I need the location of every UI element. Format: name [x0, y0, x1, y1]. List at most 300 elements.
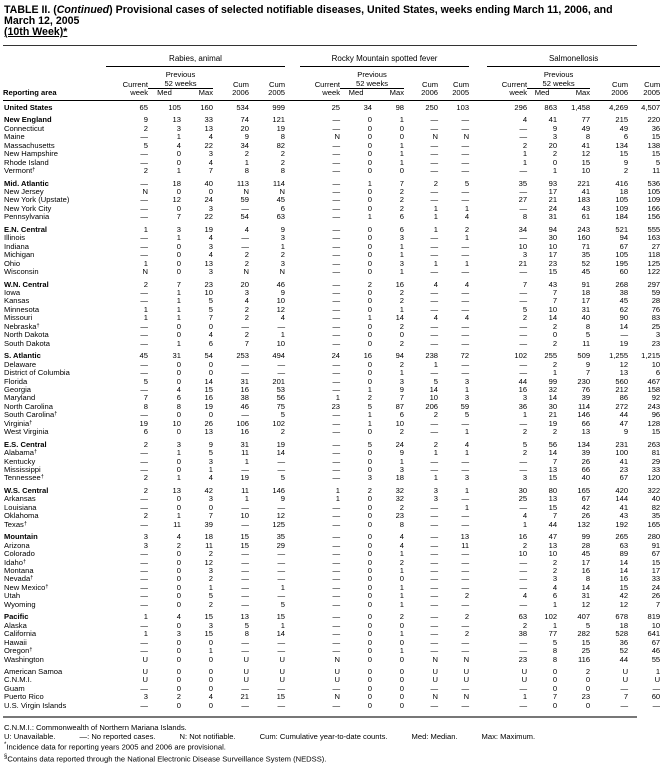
area-name: Wyoming [4, 599, 36, 609]
table-cell: — [430, 637, 439, 647]
column-spacer [285, 260, 300, 268]
table-cell: 4 [244, 224, 249, 234]
table-cell: — [277, 549, 286, 559]
subheader-row [3, 67, 660, 89]
table-cell: 75 [276, 401, 286, 411]
table-cell: — [519, 368, 528, 378]
table-cell: 8 [585, 574, 591, 584]
table-cell: 4,507 [641, 102, 660, 112]
table-cell: — [332, 203, 341, 213]
column-spacer [469, 449, 487, 457]
table-cell: 0 [367, 700, 373, 710]
col-2006: 2006 [590, 89, 628, 100]
table-cell: 86 [619, 393, 629, 403]
table-cell: 125 [647, 258, 660, 268]
table-cell: 14 [581, 582, 591, 592]
table-cell: 494 [272, 351, 286, 361]
table-cell: — [332, 465, 341, 475]
table-cell: 999 [272, 102, 286, 112]
table-cell: 0 [367, 338, 373, 348]
table-cell: 3 [143, 532, 148, 542]
table-cell: N [432, 692, 439, 702]
table-cell: 2 [280, 250, 286, 260]
table-cell: 0 [367, 376, 373, 386]
table-cell: 265 [615, 532, 629, 542]
table-cell: 33 [204, 115, 213, 125]
area-name: Colorado [4, 549, 35, 559]
table-cell: — [332, 279, 341, 289]
table-cell: — [332, 178, 341, 188]
table-cell: 5 [464, 410, 470, 420]
column-spacer [285, 222, 300, 234]
column-spacer [469, 378, 487, 386]
table-cell: 0 [176, 330, 181, 340]
column-spacer [285, 630, 300, 638]
table-cell: 183 [577, 195, 591, 205]
table-cell: 6 [623, 132, 629, 142]
table-cell: 6 [143, 427, 148, 437]
table-cell: 10 [548, 304, 558, 314]
column-spacer [469, 100, 487, 112]
table-cell: 156 [647, 212, 660, 222]
table-cell: 4 [208, 473, 213, 483]
table-cell: 3 [464, 473, 470, 483]
column-spacer [469, 323, 487, 331]
area-name: Tennessee [4, 473, 41, 483]
table-cell: U [463, 667, 470, 676]
table-cell: 74 [240, 115, 249, 125]
table-cell: — [332, 456, 341, 466]
table-cell: 2 [522, 540, 528, 550]
table-cell: 44 [518, 376, 528, 386]
table-cell: 19 [548, 418, 558, 428]
column-spacer [285, 411, 300, 419]
table-cell: 0 [176, 591, 181, 601]
table-cell: 0 [585, 683, 591, 693]
table-cell: 116 [577, 654, 591, 664]
col-reporting-area: Reporting area [3, 89, 106, 100]
table-cell: 4 [176, 140, 181, 150]
table-cell: 82 [651, 502, 660, 512]
table-cell: 63 [276, 212, 286, 222]
table-cell: — [519, 418, 528, 428]
table-cell: 1 [244, 494, 249, 504]
table-cell: 134 [577, 439, 591, 449]
table-cell: 0 [585, 700, 591, 710]
table-cell: 13 [204, 258, 213, 268]
table-cell: 6 [399, 224, 405, 234]
footnote-mark: † [30, 575, 34, 582]
table-cell: 2 [552, 427, 558, 437]
table-cell: 14 [429, 384, 439, 394]
table-cell: 0 [176, 654, 181, 664]
table-cell: 13 [548, 540, 558, 550]
table-cell: 1 [208, 646, 213, 656]
table-cell: 0 [399, 675, 405, 685]
table-cell: 44 [619, 654, 629, 664]
table-cell: 89 [619, 549, 629, 559]
table-cell: — [140, 296, 148, 306]
table-cell: 83 [651, 313, 660, 323]
table-cell: 2 [552, 557, 558, 567]
table-cell: U [622, 675, 629, 685]
area-name: New Mexico [4, 582, 46, 592]
table-cell: 0 [367, 241, 373, 251]
table-cell: 23 [548, 258, 558, 268]
table-cell: 1 [433, 448, 439, 458]
table-cell: 1 [399, 149, 405, 159]
table-cell: N [279, 267, 286, 277]
table-cell: — [277, 359, 286, 369]
table-cell: — [519, 123, 528, 133]
table-cell: N [432, 132, 439, 142]
table-cell: 2 [522, 313, 528, 323]
table-cell: 82 [276, 140, 286, 150]
table-cell: 1 [367, 384, 373, 394]
column-spacer [469, 361, 487, 369]
table-row [3, 268, 660, 276]
col-max: Max [181, 89, 213, 100]
reporting-area [3, 213, 106, 221]
table-cell: 4 [208, 233, 213, 243]
table-cell: — [519, 574, 528, 584]
table-cell: — [332, 473, 341, 483]
table-cell: 46 [276, 279, 286, 289]
table-cell: 11 [173, 519, 181, 529]
column-spacer [469, 601, 487, 609]
table-cell: 5 [280, 599, 286, 609]
table-cell: 0 [399, 667, 405, 676]
table-cell: 44 [619, 410, 629, 420]
table-cell: — [140, 330, 148, 340]
table-row [3, 521, 660, 529]
table-cell: 31 [548, 212, 558, 222]
table-cell: — [430, 115, 439, 125]
table-cell: 13 [548, 494, 558, 504]
column-spacer [285, 656, 300, 664]
column-spacer [469, 567, 487, 575]
table-cell: — [430, 549, 439, 559]
column-spacer [469, 159, 487, 167]
table-cell: 1 [176, 132, 181, 142]
table-cell: 52 [619, 646, 629, 656]
table-cell: 1 [399, 267, 405, 277]
table-cell: 1 [143, 304, 148, 314]
area-name: Puerto Rico [4, 692, 44, 702]
table-cell: — [140, 683, 148, 693]
table-cell: — [140, 519, 148, 529]
table-cell: — [461, 140, 470, 150]
table-cell: 1 [464, 203, 470, 213]
column-spacer [469, 630, 487, 638]
table-cell: 2 [280, 427, 286, 437]
table-row [3, 647, 660, 655]
table-cell: 31 [240, 439, 249, 449]
table-cell: 2 [143, 511, 148, 521]
table-cell: 41 [548, 115, 558, 125]
column-spacer [469, 167, 487, 175]
table-cell: 0 [399, 700, 405, 710]
table-cell: 0 [176, 574, 181, 584]
table-cell: 102 [272, 418, 286, 428]
table-cell: 12 [204, 557, 213, 567]
table-cell: 31 [240, 376, 249, 386]
table-cell: — [140, 637, 148, 647]
table-cell: 22 [204, 212, 213, 222]
table-cell: — [332, 313, 341, 323]
column-spacer [285, 378, 300, 386]
table-cell: 34 [240, 140, 249, 150]
table-cell: — [332, 566, 341, 576]
table-cell: 0 [552, 700, 558, 710]
table-cell: — [332, 599, 341, 609]
col-previous [527, 67, 590, 89]
previous-label: Previous [165, 70, 196, 80]
table-cell: — [332, 700, 341, 710]
table-cell: U [243, 667, 249, 676]
table-cell: 16 [363, 351, 373, 361]
reporting-area [3, 340, 106, 348]
table-cell: — [461, 123, 470, 133]
column-spacer [469, 474, 487, 482]
table-cell: — [461, 359, 470, 369]
table-cell: N [463, 132, 470, 142]
table-cell: 3 [176, 224, 181, 234]
table-cell: — [332, 591, 341, 601]
area-name: W.N. Central [4, 279, 49, 289]
area-name: New Jersey [4, 186, 44, 196]
table-cell: — [461, 683, 470, 693]
table-cell: 59 [240, 195, 249, 205]
table-cell: 13 [172, 485, 181, 495]
table-cell: — [519, 599, 528, 609]
table-cell: U [654, 675, 660, 685]
table-cell: 25 [651, 321, 660, 331]
table-cell: 1 [464, 448, 470, 458]
table-cell: — [332, 557, 341, 567]
table-cell: 0 [367, 549, 373, 559]
table-cell: 0 [176, 258, 181, 268]
table-cell: 9 [143, 115, 148, 125]
column-spacer [469, 584, 487, 592]
table-cell: 23 [581, 692, 591, 702]
table-cell: 114 [577, 401, 591, 411]
table-cell: 0 [176, 620, 181, 630]
column-spacer [469, 622, 487, 630]
table-cell: U [432, 667, 439, 676]
table-cell: 6 [176, 393, 181, 403]
table-cell: 5 [280, 410, 286, 420]
table-cell: 0 [367, 321, 373, 331]
table-cell: 0 [176, 557, 181, 567]
table-cell: — [140, 700, 148, 710]
table-cell: 0 [367, 540, 373, 550]
col-current: Current [122, 79, 148, 89]
table-cell: — [277, 502, 286, 512]
table-cell: 0 [367, 368, 373, 378]
table-cell: 4 [208, 132, 213, 142]
table-cell: — [461, 338, 470, 348]
table-cell: — [140, 456, 148, 466]
table-cell: 56 [548, 439, 558, 449]
table-cell: 91 [581, 279, 591, 289]
table-cell: 24 [651, 582, 660, 592]
table-cell: 11 [582, 338, 591, 348]
area-name: Idaho [4, 557, 24, 567]
table-cell: — [519, 267, 528, 277]
table-cell: — [461, 241, 470, 251]
table-cell: — [241, 637, 249, 647]
table-cell: — [140, 557, 148, 567]
column-spacer [469, 609, 487, 621]
table-cell: 10 [276, 296, 286, 306]
area-name: Pacific [4, 612, 29, 622]
area-name: Montana [4, 566, 34, 576]
table-cell: 0 [176, 549, 181, 559]
footnote-section [4, 753, 637, 764]
table-cell: 3 [208, 456, 213, 466]
table-cell: 19 [204, 224, 213, 234]
table-cell: 0 [367, 267, 373, 277]
table-cell: 118 [648, 250, 660, 260]
table-cell: — [461, 646, 470, 656]
table-cell: 67 [651, 549, 660, 559]
table-cell: 17 [651, 566, 660, 576]
table-cell: 7 [552, 511, 558, 521]
table-cell: 39 [581, 448, 591, 458]
table-cell: 25 [518, 494, 528, 504]
table-cell: 560 [615, 376, 629, 386]
area-name: Utah [4, 591, 21, 601]
area-name: Kansas [4, 296, 30, 306]
table-cell: — [241, 591, 249, 601]
area-name: Georgia [4, 384, 32, 394]
table-cell: 3 [208, 241, 213, 251]
table-cell: U [142, 675, 148, 685]
footnote-mark: † [40, 474, 44, 481]
table-cell: 15 [240, 532, 249, 542]
table-cell: 416 [615, 178, 629, 188]
table-cell: 67 [619, 241, 629, 251]
table-cell: 9 [280, 494, 286, 504]
table-cell: — [461, 115, 470, 125]
table-cell: 15 [581, 157, 591, 167]
col-cum: Cum [644, 79, 660, 89]
col-2005: 2005 [628, 89, 660, 100]
column-spacer [285, 348, 300, 360]
column-spacer [469, 403, 487, 411]
table-cell: N [334, 654, 341, 664]
table-cell: N [243, 267, 249, 277]
table-cell: 87 [395, 401, 405, 411]
table-cell: 5 [585, 330, 591, 340]
area-name: Nebraska [4, 321, 37, 331]
column-spacer [469, 260, 487, 268]
table-cell: 0 [367, 330, 373, 340]
column-spacer [285, 693, 300, 701]
table-cell: 42 [619, 591, 629, 601]
table-row [3, 100, 660, 112]
reporting-area [3, 521, 106, 529]
table-cell: — [332, 212, 341, 222]
table-cell: 4 [522, 511, 528, 521]
table-cell: 0 [176, 250, 181, 260]
table-cell: 0 [367, 646, 373, 656]
col-med: Med [527, 89, 557, 100]
column-spacer [469, 559, 487, 567]
table-cell: — [461, 418, 470, 428]
area-name: Illinois [4, 233, 26, 243]
table-cell: — [241, 502, 249, 512]
table-cell: — [241, 700, 249, 710]
table-cell: — [430, 540, 439, 550]
table-cell: — [140, 287, 148, 297]
table-cell: 521 [615, 224, 629, 234]
table-cell: 1 [176, 511, 181, 521]
table-cell: 8 [522, 212, 528, 222]
table-cell: 2 [399, 338, 405, 348]
table-row [3, 483, 660, 495]
column-spacer [469, 277, 487, 289]
table-cell: 35 [276, 532, 286, 542]
table-cell: 0 [208, 683, 213, 693]
col-week: week [300, 89, 340, 100]
table-cell: 43 [581, 203, 591, 213]
table-cell: 43 [548, 279, 558, 289]
legend-u: U: Unavailable. [4, 731, 56, 741]
table-cell: 0 [176, 683, 181, 693]
column-spacer [285, 449, 300, 457]
table-cell: 1 [552, 368, 558, 378]
column-spacer [285, 323, 300, 331]
column-spacer [469, 394, 487, 402]
column-spacer [469, 297, 487, 305]
table-cell: 2 [143, 473, 148, 483]
table-cell: 220 [647, 115, 660, 125]
table-cell: 7 [552, 287, 558, 297]
column-spacer [469, 512, 487, 520]
table-cell: 2 [399, 186, 405, 196]
table-cell: 40 [204, 178, 213, 188]
table-cell: 5 [367, 401, 373, 411]
area-name: Minnesota [4, 304, 40, 314]
table-cell: 77 [548, 629, 558, 639]
table-cell: 534 [236, 102, 249, 112]
table-cell: 0 [176, 675, 181, 685]
table-cell: 42 [581, 502, 591, 512]
table-cell: — [461, 250, 470, 260]
table-cell: 4 [464, 279, 470, 289]
table-cell: — [332, 511, 341, 521]
column-spacer [469, 133, 487, 141]
section-text: Contains data reported through the National Electronic Disease Surveillance System (NEDSS). [7, 754, 327, 764]
table-cell: 0 [399, 574, 405, 584]
table-cell: U [334, 675, 341, 685]
table-cell: 0 [208, 321, 213, 331]
table-cell: — [430, 683, 439, 693]
table-cell: 0 [208, 654, 213, 664]
table-cell: 24 [204, 195, 213, 205]
table-cell: — [277, 574, 286, 584]
column-spacer [469, 348, 487, 360]
column-spacer [285, 483, 300, 495]
table-cell: — [430, 599, 439, 609]
table-cell: — [332, 233, 341, 243]
table-cell: 0 [176, 494, 181, 504]
area-name: South Dakota [4, 338, 51, 348]
table-cell: — [461, 330, 470, 340]
table-cell: — [519, 166, 528, 176]
